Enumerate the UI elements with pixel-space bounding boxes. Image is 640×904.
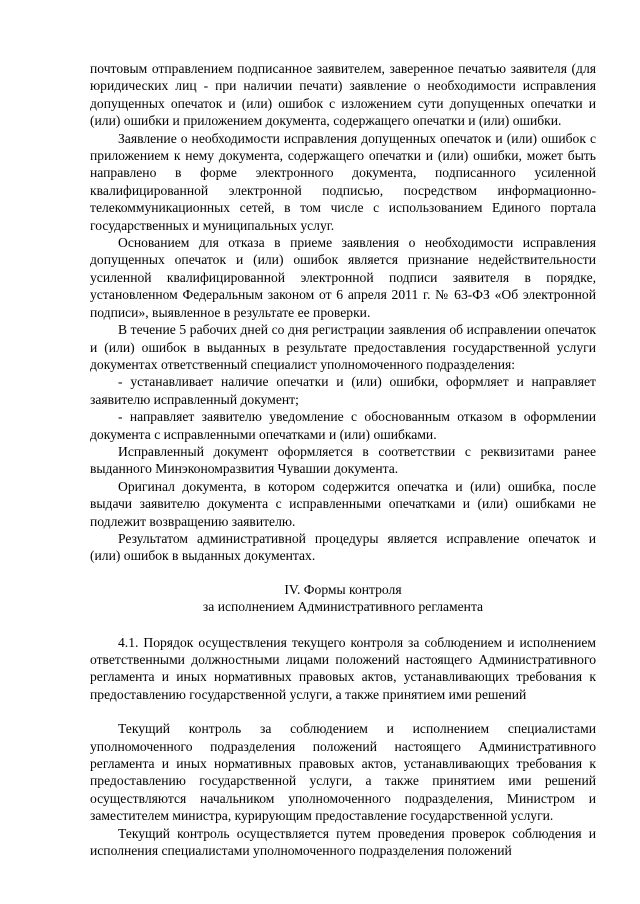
paragraph: Текущий контроль за соблюдением и исполнением специалистами уполномоченного подразделения положений настоящего Административного регламента и иных нормативных правовых актов, устанавливающих требования к предоставлению государственной услуги, а также принятием ими решений осуществляются начальником уполномоченного подразделения, Министром и заместителем министра, курирующим предоставление государственной услуги. — [90, 721, 596, 824]
paragraph: В течение 5 рабочих дней со дня регистрации заявления об исправлении опечаток и (или) ошибок в выданных в результате предоставления государственной услуги документах ответственный специалист уполномоченного подразделения: — [90, 322, 596, 372]
paragraph: Основанием для отказа в приеме заявления о необходимости исправления допущенных опечаток и (или) ошибок является признание недействительности усиленной квалифицированной электронной подписи заявителя в порядке, установленном Федеральным законом от 6 апреля 2011 г. № 63-ФЗ «Об электронной подписи», выявленное в результате ее проверки. — [90, 235, 596, 320]
subsection-heading: 4.1. Порядок осуществления текущего контроля за соблюдением и исполнением ответственными должностными лицами положений настоящего Административного регламента и иных нормативных правовых актов, устанавливающих требования к предоставлению государственной услуги, а также принятием ими решений — [90, 634, 596, 702]
section-heading-subtitle: за исполнением Административного регламента — [202, 599, 484, 615]
paragraph: Исправленный документ оформляется в соответствии с реквизитами ранее выданного Минэкономразвития Чувашии документа. — [90, 443, 596, 477]
paragraph: Заявление о необходимости исправления допущенных опечаток и (или) ошибок с приложением к нему документа, содержащего опечатки и (или) ошибки, может быть направлено в форме электронного документа, подписанного усиленной квалифицированной электронной подписью, посредством информационно-телекоммуникационных сетей, в том числе с использованием Единого портала государственных и муниципальных услуг. — [90, 130, 596, 233]
paragraph: почтовым отправлением подписанное заявителем, заверенное печатью заявителя (для юридических лиц - при наличии печати) заявление о необходимости исправления допущенных опечаток и (или) ошибок с изложением сути допущенных опечатки и (или) ошибки и приложением документа, содержащего опечатки и (или) ошибки. — [90, 61, 596, 129]
list-item: - направляет заявителю уведомление с обоснованным отказом в оформлении документа с исправленными опечатками и (или) ошибками. — [90, 409, 596, 442]
list-item: - устанавливает наличие опечатки и (или) ошибки, оформляет и направляет заявителю исправленный документ; — [90, 374, 596, 407]
paragraph: Результатом административной процедуры является исправление опечаток и (или) ошибок в выданных документах. — [90, 530, 596, 564]
paragraph: Оригинал документа, в котором содержится опечатка и (или) ошибка, после выдачи заявителю документа с исправленными опечатками и (или) ошибками не подлежит возвращению заявителю. — [90, 478, 596, 529]
document-page — [90, 60, 596, 859]
section-heading — [90, 581, 596, 616]
spacer — [90, 703, 596, 720]
section-heading-title: IV. Формы контроля — [284, 581, 402, 597]
paragraph: Текущий контроль осуществляется путем проведения проверок соблюдения и исполнения специалистами уполномоченного подразделения положений — [90, 825, 596, 859]
